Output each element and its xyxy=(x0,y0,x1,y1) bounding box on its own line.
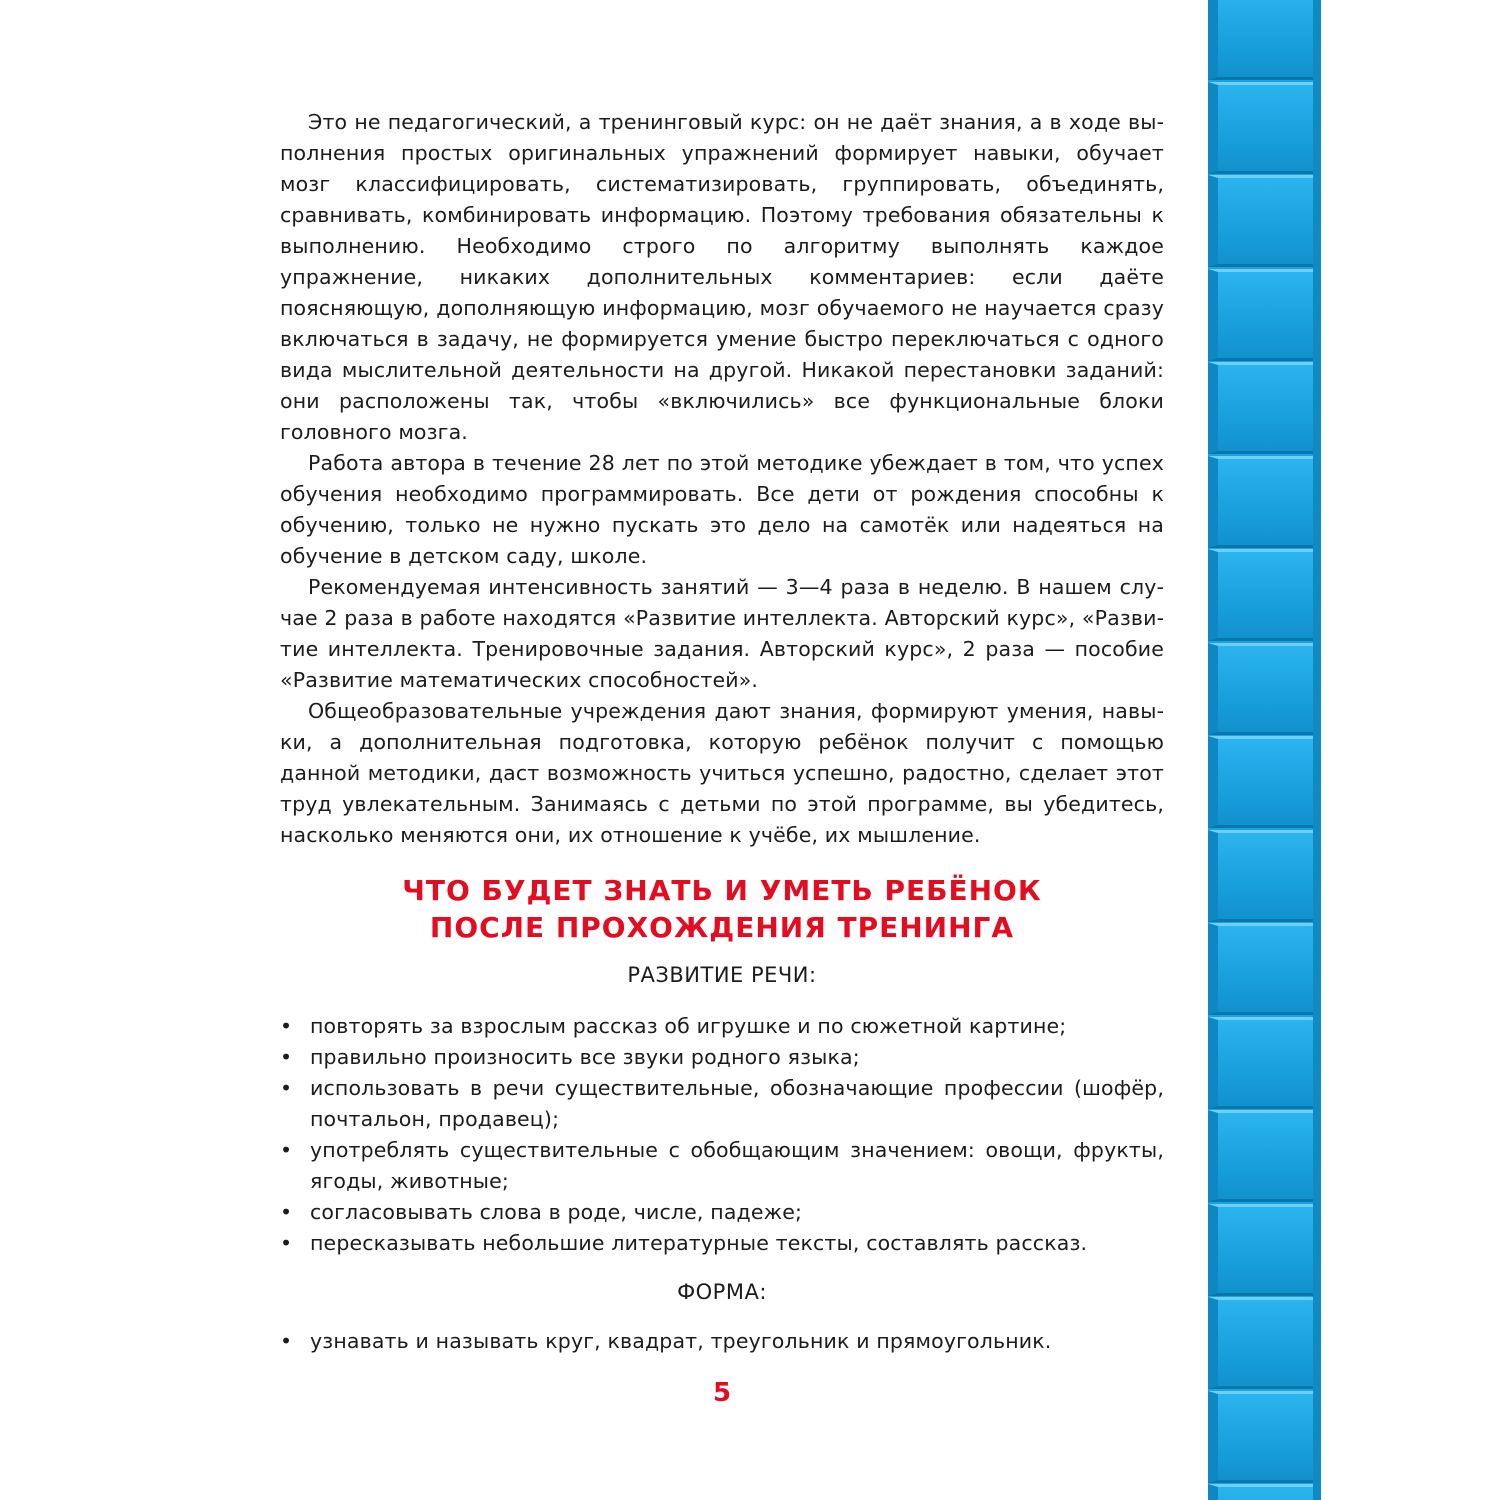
strip-tile xyxy=(1208,549,1321,641)
paragraph-4: Общеобразовательные учреждения дают знания, формируют умения, навыки, а дополнительная подготовка, которую ребёнок получит с помощью данной методики, даст возможность учиться успешно, радостно, сделает этот труд увлекательным. Занимаясь с детьми по этой программе, вы убедитесь, насколько меняются они, их отношение к учёбе, их мышление. xyxy=(280,699,1164,847)
strip-tile xyxy=(1208,0,1321,80)
speech-list xyxy=(280,1011,1164,1259)
list-item xyxy=(280,1042,1164,1073)
list-item-text: правильно произносить все звуки родного языка; xyxy=(310,1045,860,1069)
list-item xyxy=(280,1135,1164,1197)
list-item xyxy=(280,1073,1164,1135)
list-item-text: употреблять существительные с обобщающим значением: овощи, фрукты, ягоды, животные; xyxy=(310,1138,1164,1193)
strip-tile xyxy=(1208,736,1321,828)
body-text xyxy=(280,107,1164,851)
bullet-icon: • xyxy=(280,1329,293,1353)
strip-tile xyxy=(1208,1297,1321,1389)
shape-heading: ФОРМА: xyxy=(677,1280,767,1304)
strip-tile xyxy=(1208,362,1321,454)
list-item-text: использовать в речи существительные, обозначающие профессии (шофёр, почтальон, продавец); xyxy=(310,1076,1164,1131)
strip-tile xyxy=(1208,1204,1321,1296)
list-item-text: согласовывать слова в роде, числе, падеже; xyxy=(310,1200,803,1224)
strip-tile xyxy=(1208,456,1321,548)
strip-tile xyxy=(1208,923,1321,1015)
bullet-icon: • xyxy=(280,1231,293,1255)
strip-tile xyxy=(1208,175,1321,267)
bullet-icon: • xyxy=(280,1138,293,1162)
bullet-icon: • xyxy=(280,1045,293,1069)
paragraph-3: Рекомендуемая интенсивность занятий — 3—4 раза в неделю. В нашем случае 2 раза в работе находятся «Развитие интеллекта. Авторский курс», «Развитие интеллекта. Тренировочные задания. Авторский курс», 2 раза — пособие «Развитие математических способностей». xyxy=(280,575,1164,692)
page-number: 5 xyxy=(712,1378,732,1408)
list-item xyxy=(280,1011,1164,1042)
strip-tile xyxy=(1208,1017,1321,1109)
list-item xyxy=(280,1197,1164,1228)
bullet-icon: • xyxy=(280,1076,293,1100)
shape-list xyxy=(280,1326,1164,1357)
strip-tile xyxy=(1208,269,1321,361)
speech-heading: РАЗВИТИЕ РЕЧИ: xyxy=(627,963,817,987)
bullet-icon: • xyxy=(280,1200,293,1224)
decorative-tile-strip xyxy=(1208,0,1321,1500)
list-item xyxy=(280,1326,1164,1357)
strip-tile xyxy=(1208,830,1321,922)
list-item xyxy=(280,1228,1164,1259)
list-item-text: узнавать и называть круг, квадрат, треугольник и прямоугольник. xyxy=(310,1329,1052,1353)
list-item-text: повторять за взрослым рассказ об игрушке и по сюжетной картине; xyxy=(310,1014,1067,1038)
strip-tile xyxy=(1208,1484,1321,1500)
paragraph-2: Работа автора в течение 28 лет по этой методике убеждает в том, что успех обучения необходимо программировать. Все дети от рождения способны к обучению, только не нужно пускать это дело на самотёк или надеяться на обучение в детском саду, школе. xyxy=(280,451,1164,568)
section-title xyxy=(280,872,1164,946)
paragraph-1: Это не педагогический, а тренинговый курс: он не даёт знания, а в ходе выполнения простых оригинальных упражнений формирует навыки, обучает мозг классифицировать, систематизировать, группировать, объединять, сравнивать, комбинировать информацию. Поэтому требования обязательны к выполнению. Необходимо строго по алгоритму выполнять каждое упражнение, никаких дополнительных комментариев: если даёте поясняющую, дополняющую информацию, мозг обучаемого не научается сразу включаться в задачу, не формируется умение быстро переключаться с одного вида мыслительной деятельности на другой. Никакой перестановки заданий: они расположены так, чтобы «включились» все функциональные блоки головного мозга. xyxy=(280,110,1164,444)
bullet-icon: • xyxy=(280,1014,293,1038)
section-title-line-1: ЧТО БУДЕТ ЗНАТЬ И УМЕТЬ РЕБЁНОК xyxy=(402,874,1042,907)
strip-edge xyxy=(1313,0,1321,1500)
section-title-line-2: ПОСЛЕ ПРОХОЖДЕНИЯ ТРЕНИНГА xyxy=(429,911,1015,944)
strip-tile xyxy=(1208,1391,1321,1483)
strip-tile xyxy=(1208,82,1321,174)
list-item-text: пересказывать небольшие литературные тексты, составлять рассказ. xyxy=(310,1231,1088,1255)
strip-tile xyxy=(1208,1110,1321,1202)
strip-tile xyxy=(1208,643,1321,735)
